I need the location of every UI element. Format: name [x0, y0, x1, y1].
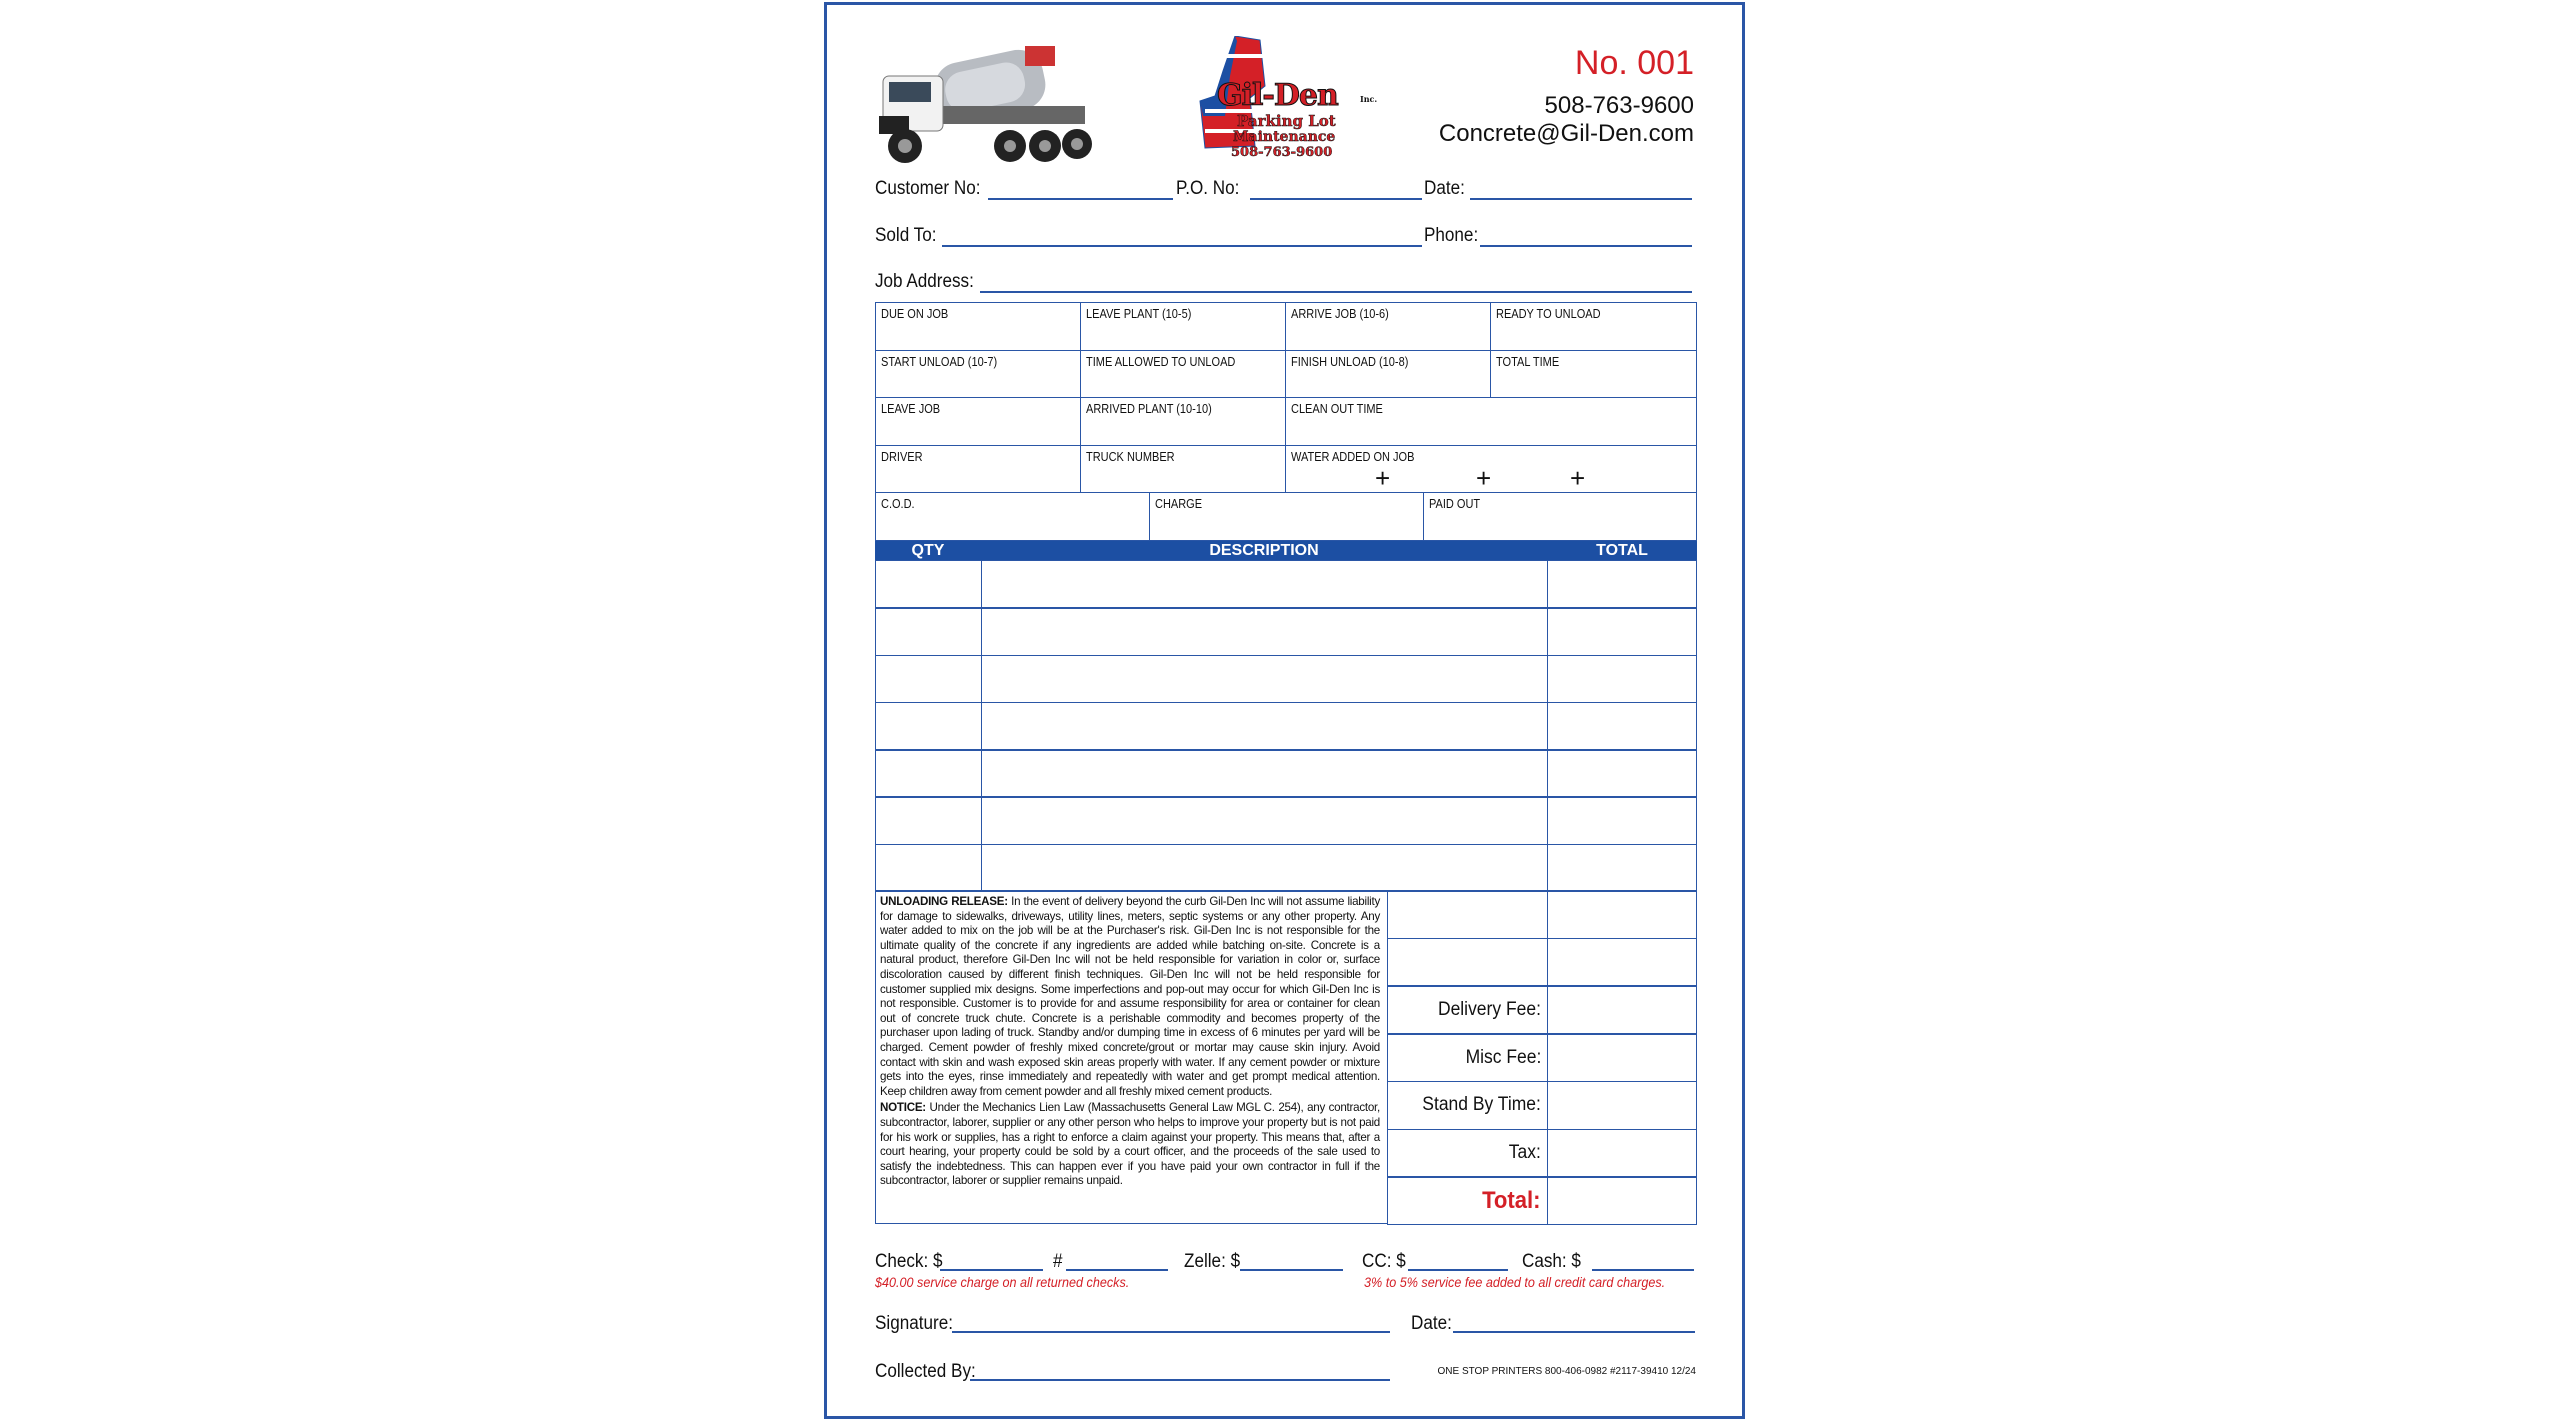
phone-label: Phone: — [1424, 225, 1479, 246]
cell-label: WATER ADDED ON JOB — [1291, 450, 1415, 464]
cash-amount-field[interactable] — [1592, 1269, 1694, 1271]
summary-label-cell — [1387, 890, 1548, 939]
qty-cell[interactable] — [875, 702, 982, 751]
summary-value-cell[interactable] — [1547, 1081, 1697, 1130]
summary-value-cell[interactable] — [1547, 1129, 1697, 1178]
release-title: UNLOADING RELEASE: — [880, 895, 1008, 908]
check-note: $40.00 service charge on all returned checks. — [875, 1274, 1130, 1290]
cell-label: DUE ON JOB — [881, 307, 949, 321]
summary-value-cell[interactable] — [1547, 890, 1697, 939]
qty-cell[interactable] — [875, 749, 982, 798]
plus-mark: + — [1375, 463, 1391, 493]
clean-out-time-cell[interactable] — [1285, 397, 1697, 446]
cell-label: LEAVE JOB — [881, 402, 941, 416]
phone-field[interactable] — [1480, 245, 1692, 247]
summary-label: Misc Fee: — [1465, 1046, 1541, 1068]
description-cell[interactable] — [981, 655, 1548, 704]
summary-value-cell[interactable] — [1547, 1033, 1697, 1082]
summary-label-cell — [1387, 1033, 1548, 1082]
date-field[interactable] — [1470, 198, 1692, 200]
cell-label: FINISH UNLOAD (10-8) — [1291, 355, 1409, 369]
job-address-field[interactable] — [980, 291, 1692, 293]
summary-label-cell — [1387, 1129, 1548, 1178]
cell-label: TOTAL TIME — [1496, 355, 1560, 369]
cell-label: READY TO UNLOAD — [1496, 307, 1601, 321]
concrete-truck-image — [875, 36, 1097, 170]
cell-label: START UNLOAD (10-7) — [881, 355, 998, 369]
check-number-field[interactable] — [1066, 1269, 1168, 1271]
time-allowed-cell[interactable] — [1080, 350, 1286, 398]
plus-mark: + — [1476, 463, 1492, 493]
collected-by-field[interactable] — [970, 1379, 1390, 1381]
po-no-label: P.O. No: — [1176, 178, 1240, 199]
cell-label: TIME ALLOWED TO UNLOAD — [1086, 355, 1236, 369]
description-cell[interactable] — [981, 560, 1548, 609]
qty-cell[interactable] — [875, 844, 982, 893]
leave-job-cell[interactable] — [875, 397, 1081, 446]
cc-note: 3% to 5% service fee added to all credit card charges. — [1364, 1274, 1666, 1290]
invoice-number: No. 001 — [1574, 44, 1694, 82]
total-cell[interactable] — [1547, 749, 1697, 798]
arrive-job-cell[interactable] — [1285, 302, 1491, 351]
zelle-label: Zelle: $ — [1184, 1251, 1241, 1272]
notice-title: NOTICE: — [880, 1101, 926, 1115]
truck-number-cell[interactable] — [1080, 445, 1286, 493]
paid-out-cell[interactable] — [1423, 492, 1697, 541]
total-cell[interactable] — [1547, 607, 1697, 656]
summary-value-cell[interactable] — [1547, 985, 1697, 1034]
description-cell[interactable] — [981, 607, 1548, 656]
cc-label: CC: $ — [1362, 1251, 1406, 1272]
summary-label: Stand By Time: — [1422, 1094, 1541, 1116]
finish-unload-cell[interactable] — [1285, 350, 1491, 398]
cell-label: C.O.D. — [881, 497, 915, 511]
cash-label: Cash: $ — [1522, 1251, 1581, 1272]
cell-label: CLEAN OUT TIME — [1291, 402, 1383, 416]
check-amount-field[interactable] — [940, 1269, 1043, 1271]
check-number-label: # — [1053, 1251, 1063, 1272]
charge-cell[interactable] — [1149, 492, 1424, 541]
plus-mark: + — [1570, 463, 1586, 493]
date-label: Date: — [1424, 178, 1465, 199]
driver-cell[interactable] — [875, 445, 1081, 493]
qty-cell[interactable] — [875, 796, 982, 845]
printer-info: ONE STOP PRINTERS 800-406-0982 #2117-39410 12/24 — [1437, 1366, 1696, 1377]
cc-amount-field[interactable] — [1408, 1269, 1508, 1271]
water-added-cell[interactable] — [1285, 445, 1697, 493]
ready-to-unload-cell[interactable] — [1490, 302, 1697, 351]
total-cell[interactable] — [1547, 796, 1697, 845]
check-label: Check: $ — [875, 1251, 943, 1272]
total-header: TOTAL — [1547, 541, 1697, 560]
grand-total-label: Total: — [1482, 1186, 1541, 1214]
summary-value-cell[interactable] — [1547, 1176, 1697, 1225]
qty-cell[interactable] — [875, 655, 982, 704]
cell-label: LEAVE PLANT (10-5) — [1086, 307, 1192, 321]
summary-label-cell — [1387, 1081, 1548, 1130]
company-phone: 508-763-9600 — [1544, 92, 1694, 119]
footer-date-label: Date: — [1411, 1313, 1452, 1334]
company-email: Concrete@Gil-Den.com — [1438, 120, 1694, 147]
summary-value-cell[interactable] — [1547, 938, 1697, 987]
customer-no-field[interactable] — [988, 198, 1173, 200]
description-cell[interactable] — [981, 702, 1548, 751]
po-no-field[interactable] — [1250, 198, 1422, 200]
signature-field[interactable] — [952, 1331, 1390, 1333]
summary-label-cell — [1387, 1176, 1548, 1225]
summary-label-cell — [1387, 938, 1548, 987]
collected-by-label: Collected By: — [875, 1361, 976, 1382]
gil-den-logo — [1195, 36, 1390, 161]
due-on-job-cell[interactable] — [875, 302, 1081, 351]
logo-line1: Parking Lot — [1237, 112, 1336, 130]
logo-name: Gil-Den — [1217, 78, 1338, 113]
customer-no-label: Customer No: — [875, 178, 981, 199]
logo-phone: 508-763-9600 — [1231, 145, 1333, 160]
cell-label: DRIVER — [881, 450, 923, 464]
notice-text: Under the Mechanics Lien Law (Massachusetts General Law MGL C. 254), any contractor, subcontractor, laborer, supplier or any other person who helps to improve your property but is not paid for his work or supplies, has a right to enforce a claim against your property. This means that, after a court hearing, your property could be sold by a court officer, and the proceeds of the sale used to satisfy the indebtedness. This can happen ever if you have paid your own contractor in full if the subcontractor, laborer or supplier remains unpaid. — [880, 1101, 1380, 1188]
job-address-label: Job Address: — [875, 271, 974, 292]
release-text: In the event of delivery beyond the curb Gil-Den Inc will not assume liability for damage to sidewalks, driveways, utility lines, meters, septic systems or any other property. Any water added to mix on the job will be at the Purchaser's risk. Gil-Den Inc is not responsible for the ultimate quality of the concrete if any ingredients are added while batching on-site. Concrete is a natural product, therefore Gil-Den Inc will not be held responsible for variation in color or, surface discoloration caused by different finish techniques. Gil-Den Inc will not be held responsible for customer supplied mix designs. Some imperfections and pop-out may occur for which Gil-Den Inc is not responsible. Customer is to provide for and assume responsibility for area or container for clean out of concrete truck chute. Concrete is a perishable commodity and becomes property of the purchaser upon lading of truck. Standby and/or dumping time in excess of 6 minutes per yard will be charged. Cement powder of freshly mixed concrete/grout or mortar may cause skin injury. Avoid contact with skin and wash exposed skin areas properly with water. If any cement powder or mixture gets into the eyes, rinse immediately and repeatedly with water and get prompt medical attention. Keep children away from cement powder and all freshly mixed cement products. — [880, 895, 1380, 1098]
logo-suffix: Inc. — [1360, 94, 1378, 104]
start-unload-cell[interactable] — [875, 350, 1081, 398]
total-cell[interactable] — [1547, 844, 1697, 893]
qty-cell[interactable] — [875, 560, 982, 609]
qty-header: QTY — [875, 541, 981, 560]
leave-plant-cell[interactable] — [1080, 302, 1286, 351]
qty-cell[interactable] — [875, 607, 982, 656]
zelle-amount-field[interactable] — [1240, 1269, 1343, 1271]
total-cell[interactable] — [1547, 702, 1697, 751]
total-time-cell[interactable] — [1490, 350, 1697, 398]
legal-text — [877, 893, 1383, 1221]
logo-line2: Maintenance — [1233, 129, 1336, 145]
signature-label: Signature: — [875, 1313, 953, 1334]
description-cell[interactable] — [981, 796, 1548, 845]
cell-label: CHARGE — [1155, 497, 1203, 511]
summary-label-cell — [1387, 985, 1548, 1034]
total-cell[interactable] — [1547, 560, 1697, 609]
sold-to-label: Sold To: — [875, 225, 937, 246]
summary-label: Delivery Fee: — [1438, 999, 1541, 1021]
description-header: DESCRIPTION — [981, 541, 1547, 560]
footer-date-field[interactable] — [1453, 1331, 1695, 1333]
description-cell[interactable] — [981, 749, 1548, 798]
total-cell[interactable] — [1547, 655, 1697, 704]
arrived-plant-cell[interactable] — [1080, 397, 1286, 446]
cell-label: ARRIVE JOB (10-6) — [1291, 307, 1389, 321]
cell-label: ARRIVED PLANT (10-10) — [1086, 402, 1212, 416]
cod-cell[interactable] — [875, 492, 1150, 541]
description-cell[interactable] — [981, 844, 1548, 893]
summary-label: Tax: — [1508, 1142, 1541, 1164]
cell-label: PAID OUT — [1429, 497, 1481, 511]
sold-to-field[interactable] — [942, 245, 1422, 247]
cell-label: TRUCK NUMBER — [1086, 450, 1175, 464]
